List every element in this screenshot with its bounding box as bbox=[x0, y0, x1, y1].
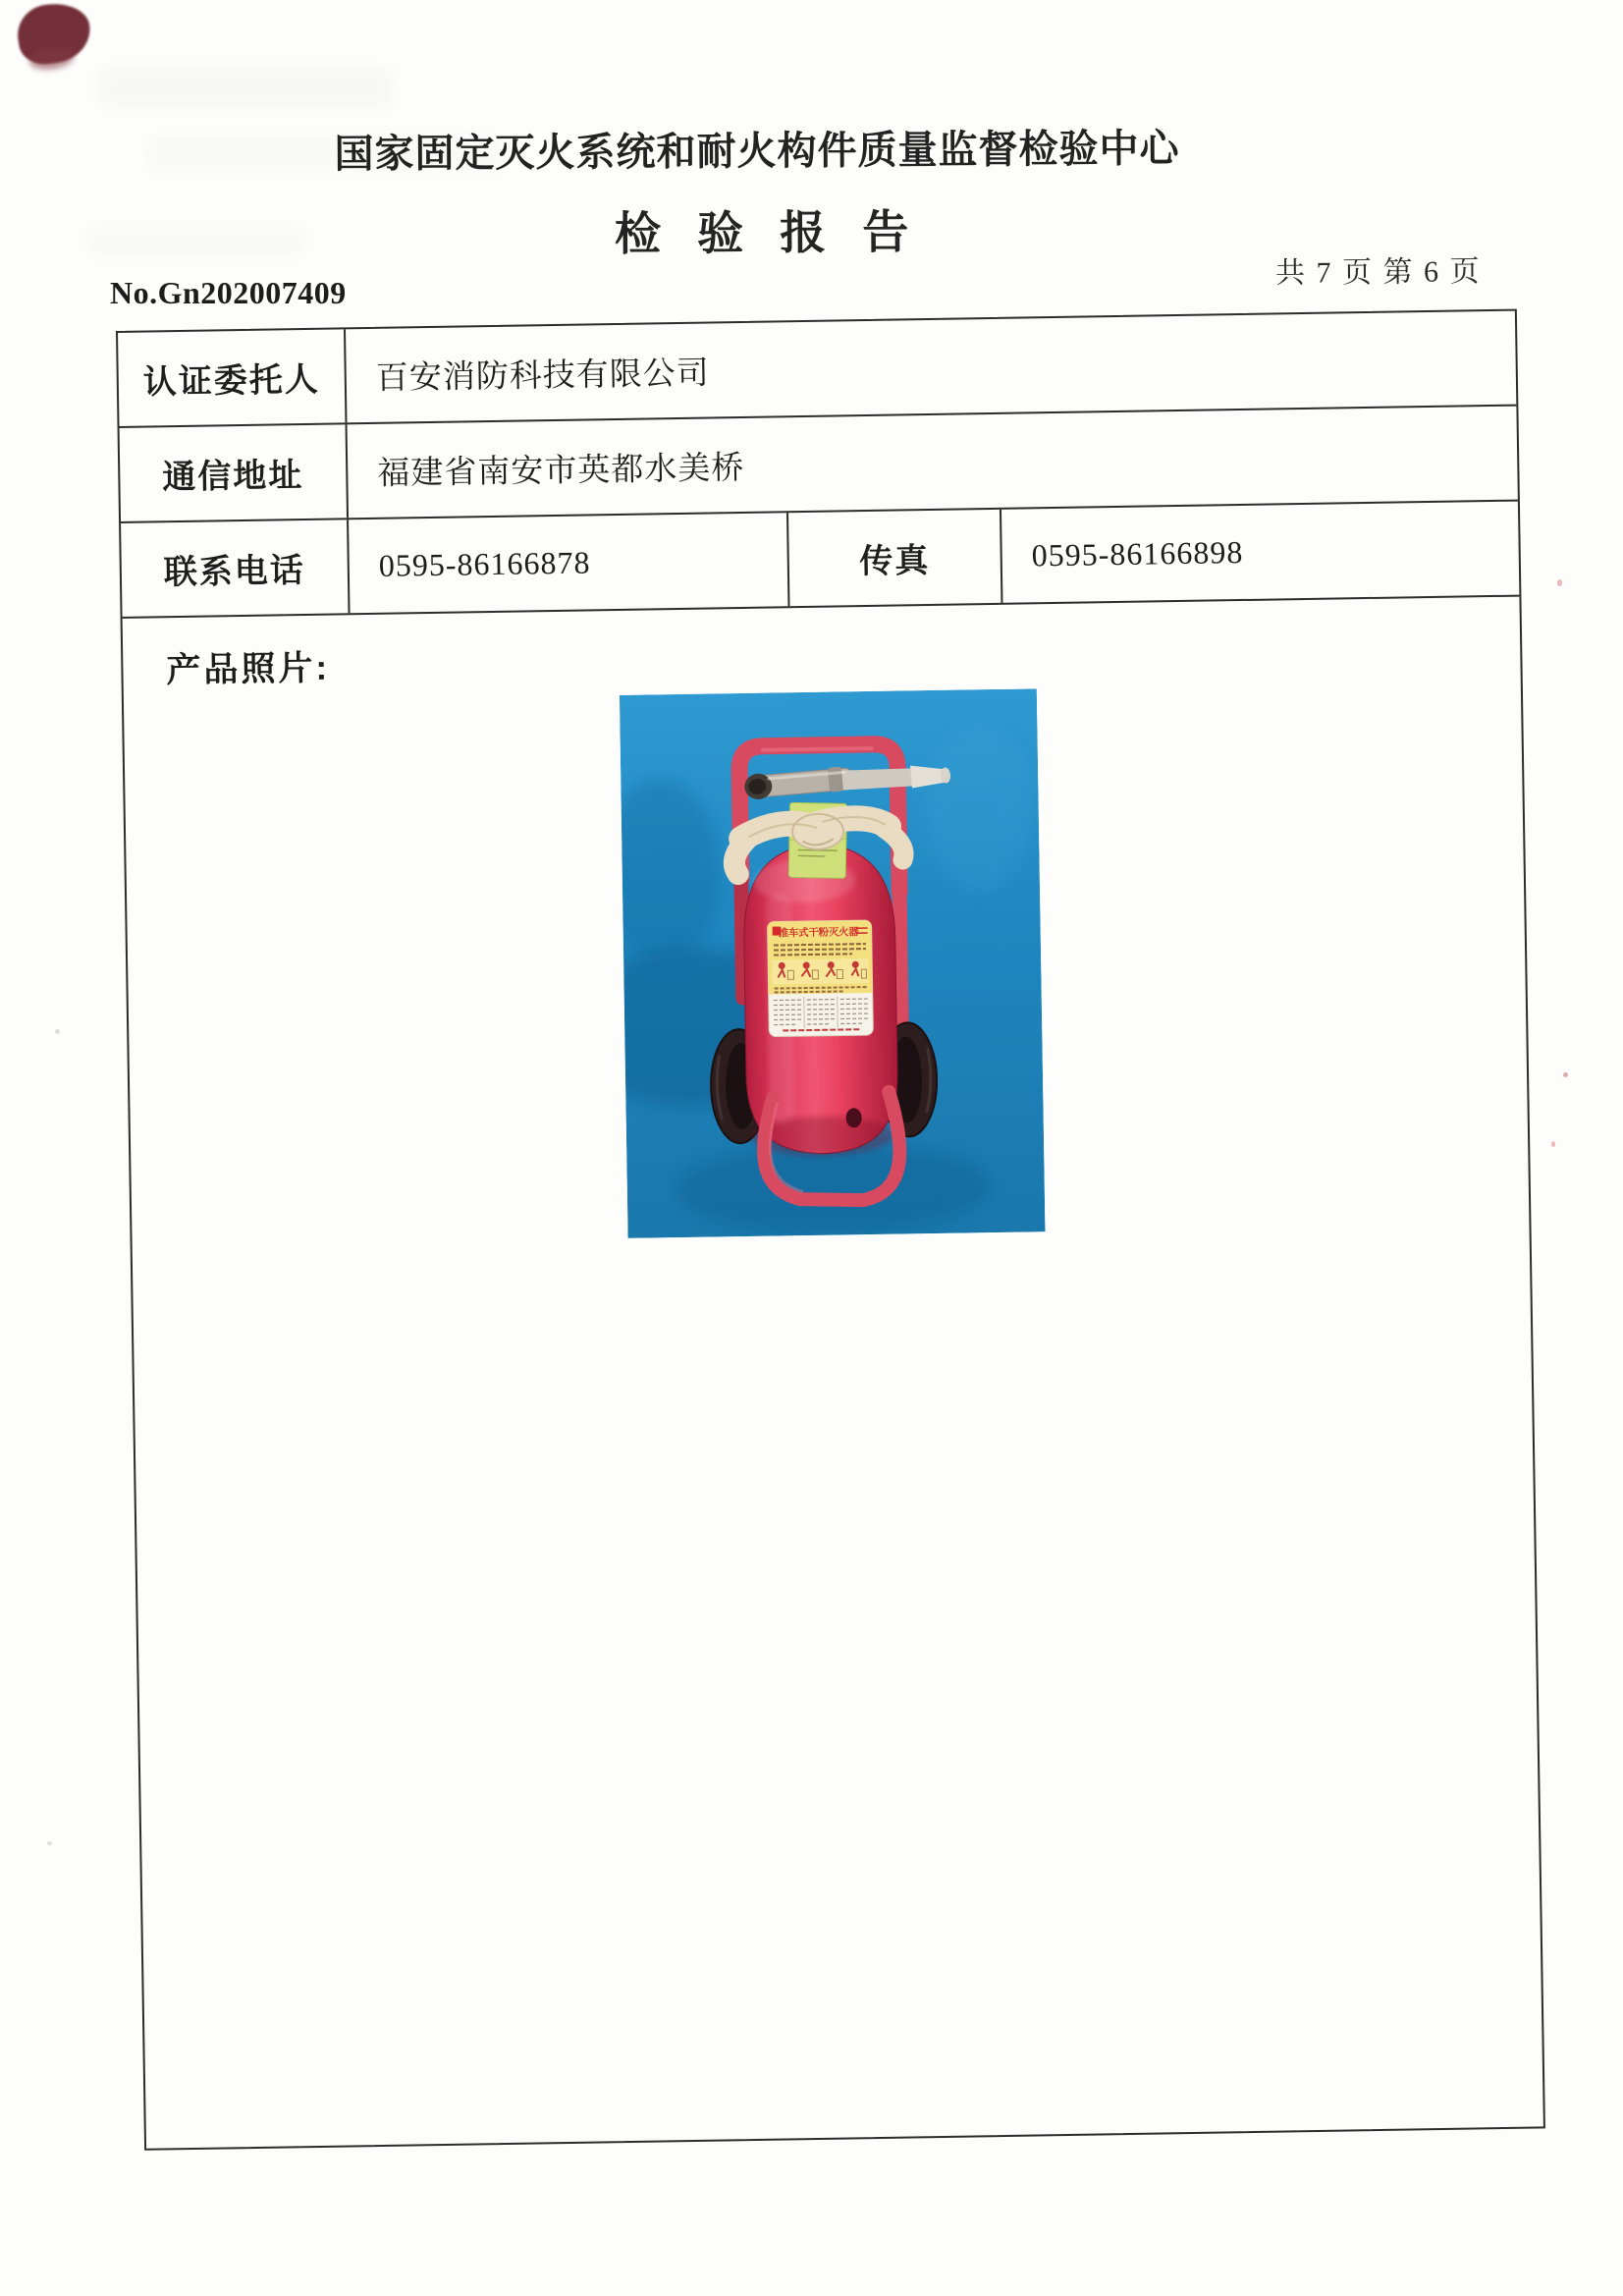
report-header bbox=[0, 0, 1623, 260]
fax-label: 传真 bbox=[788, 510, 1002, 606]
photo-caption: 产品照片: bbox=[166, 648, 331, 690]
report-title: 检 验 报 告 bbox=[614, 205, 921, 260]
ink-smudge bbox=[14, 0, 94, 68]
phone-label: 联系电话 bbox=[121, 519, 350, 617]
scan-speck bbox=[55, 1029, 60, 1034]
product-photo-cell bbox=[123, 597, 1543, 2146]
product-label bbox=[768, 920, 874, 1037]
report-number: No.Gn202007409 bbox=[110, 275, 347, 310]
scan-speck bbox=[1551, 1141, 1555, 1147]
client-value: 百安消防科技有限公司 bbox=[375, 355, 711, 397]
fax-value: 0595-86166898 bbox=[1031, 533, 1244, 574]
org-title: 国家固定灭火系统和耐火构件质量监督检验中心 bbox=[334, 127, 1180, 177]
client-label: 认证委托人 bbox=[118, 329, 347, 426]
bleedthrough-mark bbox=[88, 226, 304, 255]
label-title: 推车式干粉灭火器 bbox=[778, 926, 859, 940]
product-photo bbox=[620, 688, 1046, 1238]
page-info: 共 7 页 第 6 页 bbox=[1274, 255, 1482, 290]
scan-speck bbox=[1557, 579, 1562, 586]
scan-speck bbox=[47, 1841, 52, 1845]
address-value: 福建省南安市英都水美桥 bbox=[377, 450, 745, 492]
phone-value: 0595-86166878 bbox=[349, 513, 789, 613]
scan-speck bbox=[1563, 1072, 1568, 1077]
address-label: 通信地址 bbox=[120, 424, 349, 521]
info-table bbox=[116, 309, 1545, 2151]
bleedthrough-mark bbox=[98, 69, 393, 108]
label-pictograms bbox=[772, 958, 868, 985]
